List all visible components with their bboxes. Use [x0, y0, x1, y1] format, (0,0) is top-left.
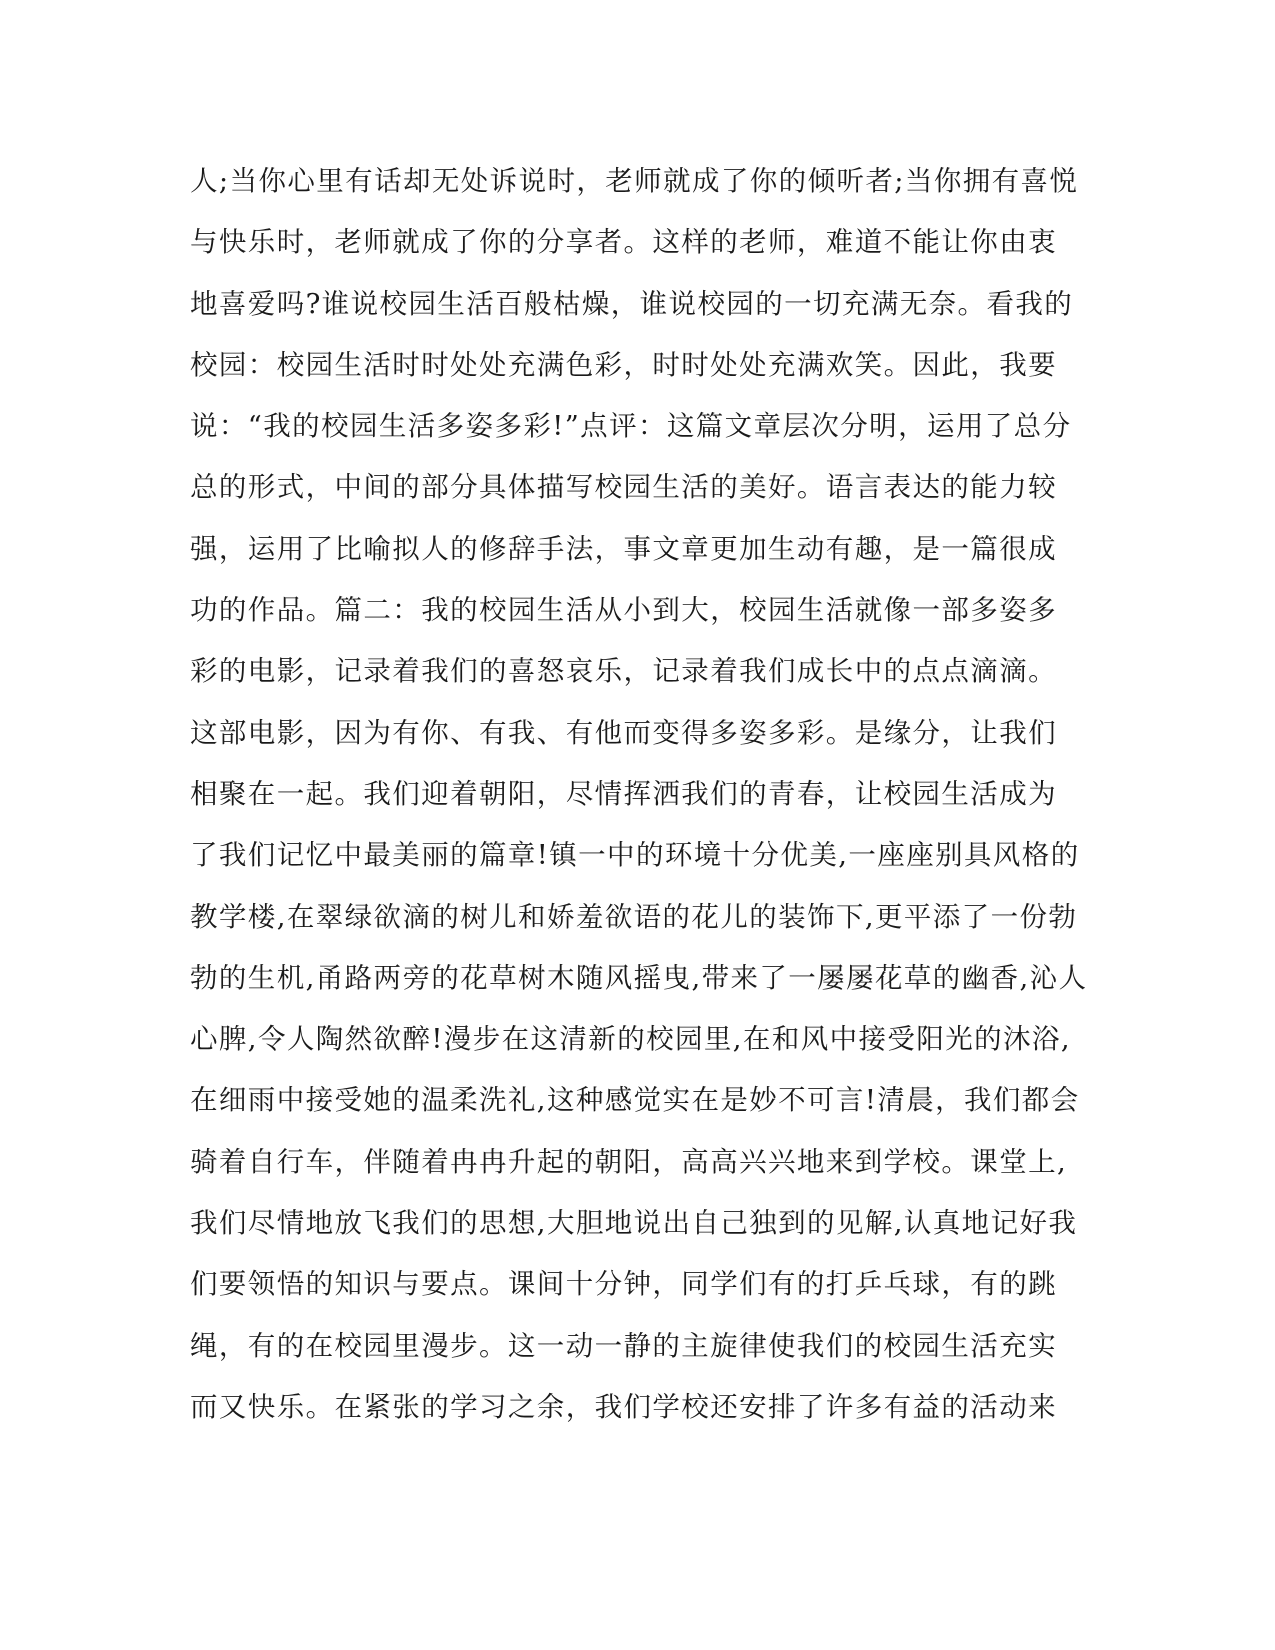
text-line: 而又快乐。在紧张的学习之余，我们学校还安排了许多有益的活动来: [190, 1390, 1057, 1423]
text-line: 了我们记忆中最美丽的篇章!镇一中的环境十分优美,一座座别具风格的: [190, 839, 1080, 872]
text-line: 骑着自行车，伴随着冉冉升起的朝阳，高高兴兴地来到学校。课堂上,: [190, 1145, 1068, 1178]
text-line: 彩的电影，记录着我们的喜怒哀乐，记录着我们成长中的点点滴滴。: [190, 655, 1057, 688]
body-text: [190, 161, 1090, 1448]
text-line: 说：“我的校园生活多姿多彩!”点评：这篇文章层次分明，运用了总分: [190, 410, 1072, 443]
text-line: 功的作品。篇二：我的校园生活从小到大，校园生活就像一部多姿多: [190, 594, 1057, 627]
text-line: 总的形式，中间的部分具体描写校园生活的美好。语言表达的能力较: [190, 471, 1057, 504]
text-line: 教学楼,在翠绿欲滴的树儿和娇羞欲语的花儿的装饰下,更平添了一份勃: [190, 900, 1078, 933]
text-line: 校园：校园生活时时处处充满色彩，时时处处充满欢笑。因此，我要: [190, 348, 1057, 381]
text-line: 勃的生机,甬路两旁的花草树木随风摇曳,带来了一屡屡花草的幽香,沁人: [190, 961, 1088, 994]
text-line: 与快乐时，老师就成了你的分享者。这样的老师，难道不能让你由衷: [190, 226, 1057, 259]
text-line: 心脾,令人陶然欲醉!漫步在这清新的校园里,在和风中接受阳光的沐浴,: [190, 1023, 1071, 1056]
text-line: 地喜爱吗?谁说校园生活百般枯燥，谁说校园的一切充满无奈。看我的: [190, 287, 1074, 320]
text-line: 绳，有的在校园里漫步。这一动一静的主旋律使我们的校园生活充实: [190, 1329, 1057, 1362]
text-line: 在细雨中接受她的温柔洗礼,这种感觉实在是妙不可言!清晨，我们都会: [190, 1084, 1080, 1117]
text-line: 人;当你心里有话却无处诉说时，老师就成了你的倾听者;当你拥有喜悦: [190, 165, 1079, 197]
text-line: 我们尽情地放飞我们的思想,大胆地说出自己独到的见解,认真地记好我: [190, 1207, 1078, 1240]
text-line: 们要领悟的知识与要点。课间十分钟，同学们有的打乒乓球，有的跳: [190, 1268, 1057, 1301]
text-line: 相聚在一起。我们迎着朝阳，尽情挥洒我们的青春，让校园生活成为: [190, 777, 1057, 810]
text-line: 这部电影，因为有你、有我、有他而变得多姿多彩。是缘分，让我们: [190, 716, 1057, 749]
text-line: 强，运用了比喻拟人的修辞手法，事文章更加生动有趣，是一篇很成: [190, 532, 1057, 565]
